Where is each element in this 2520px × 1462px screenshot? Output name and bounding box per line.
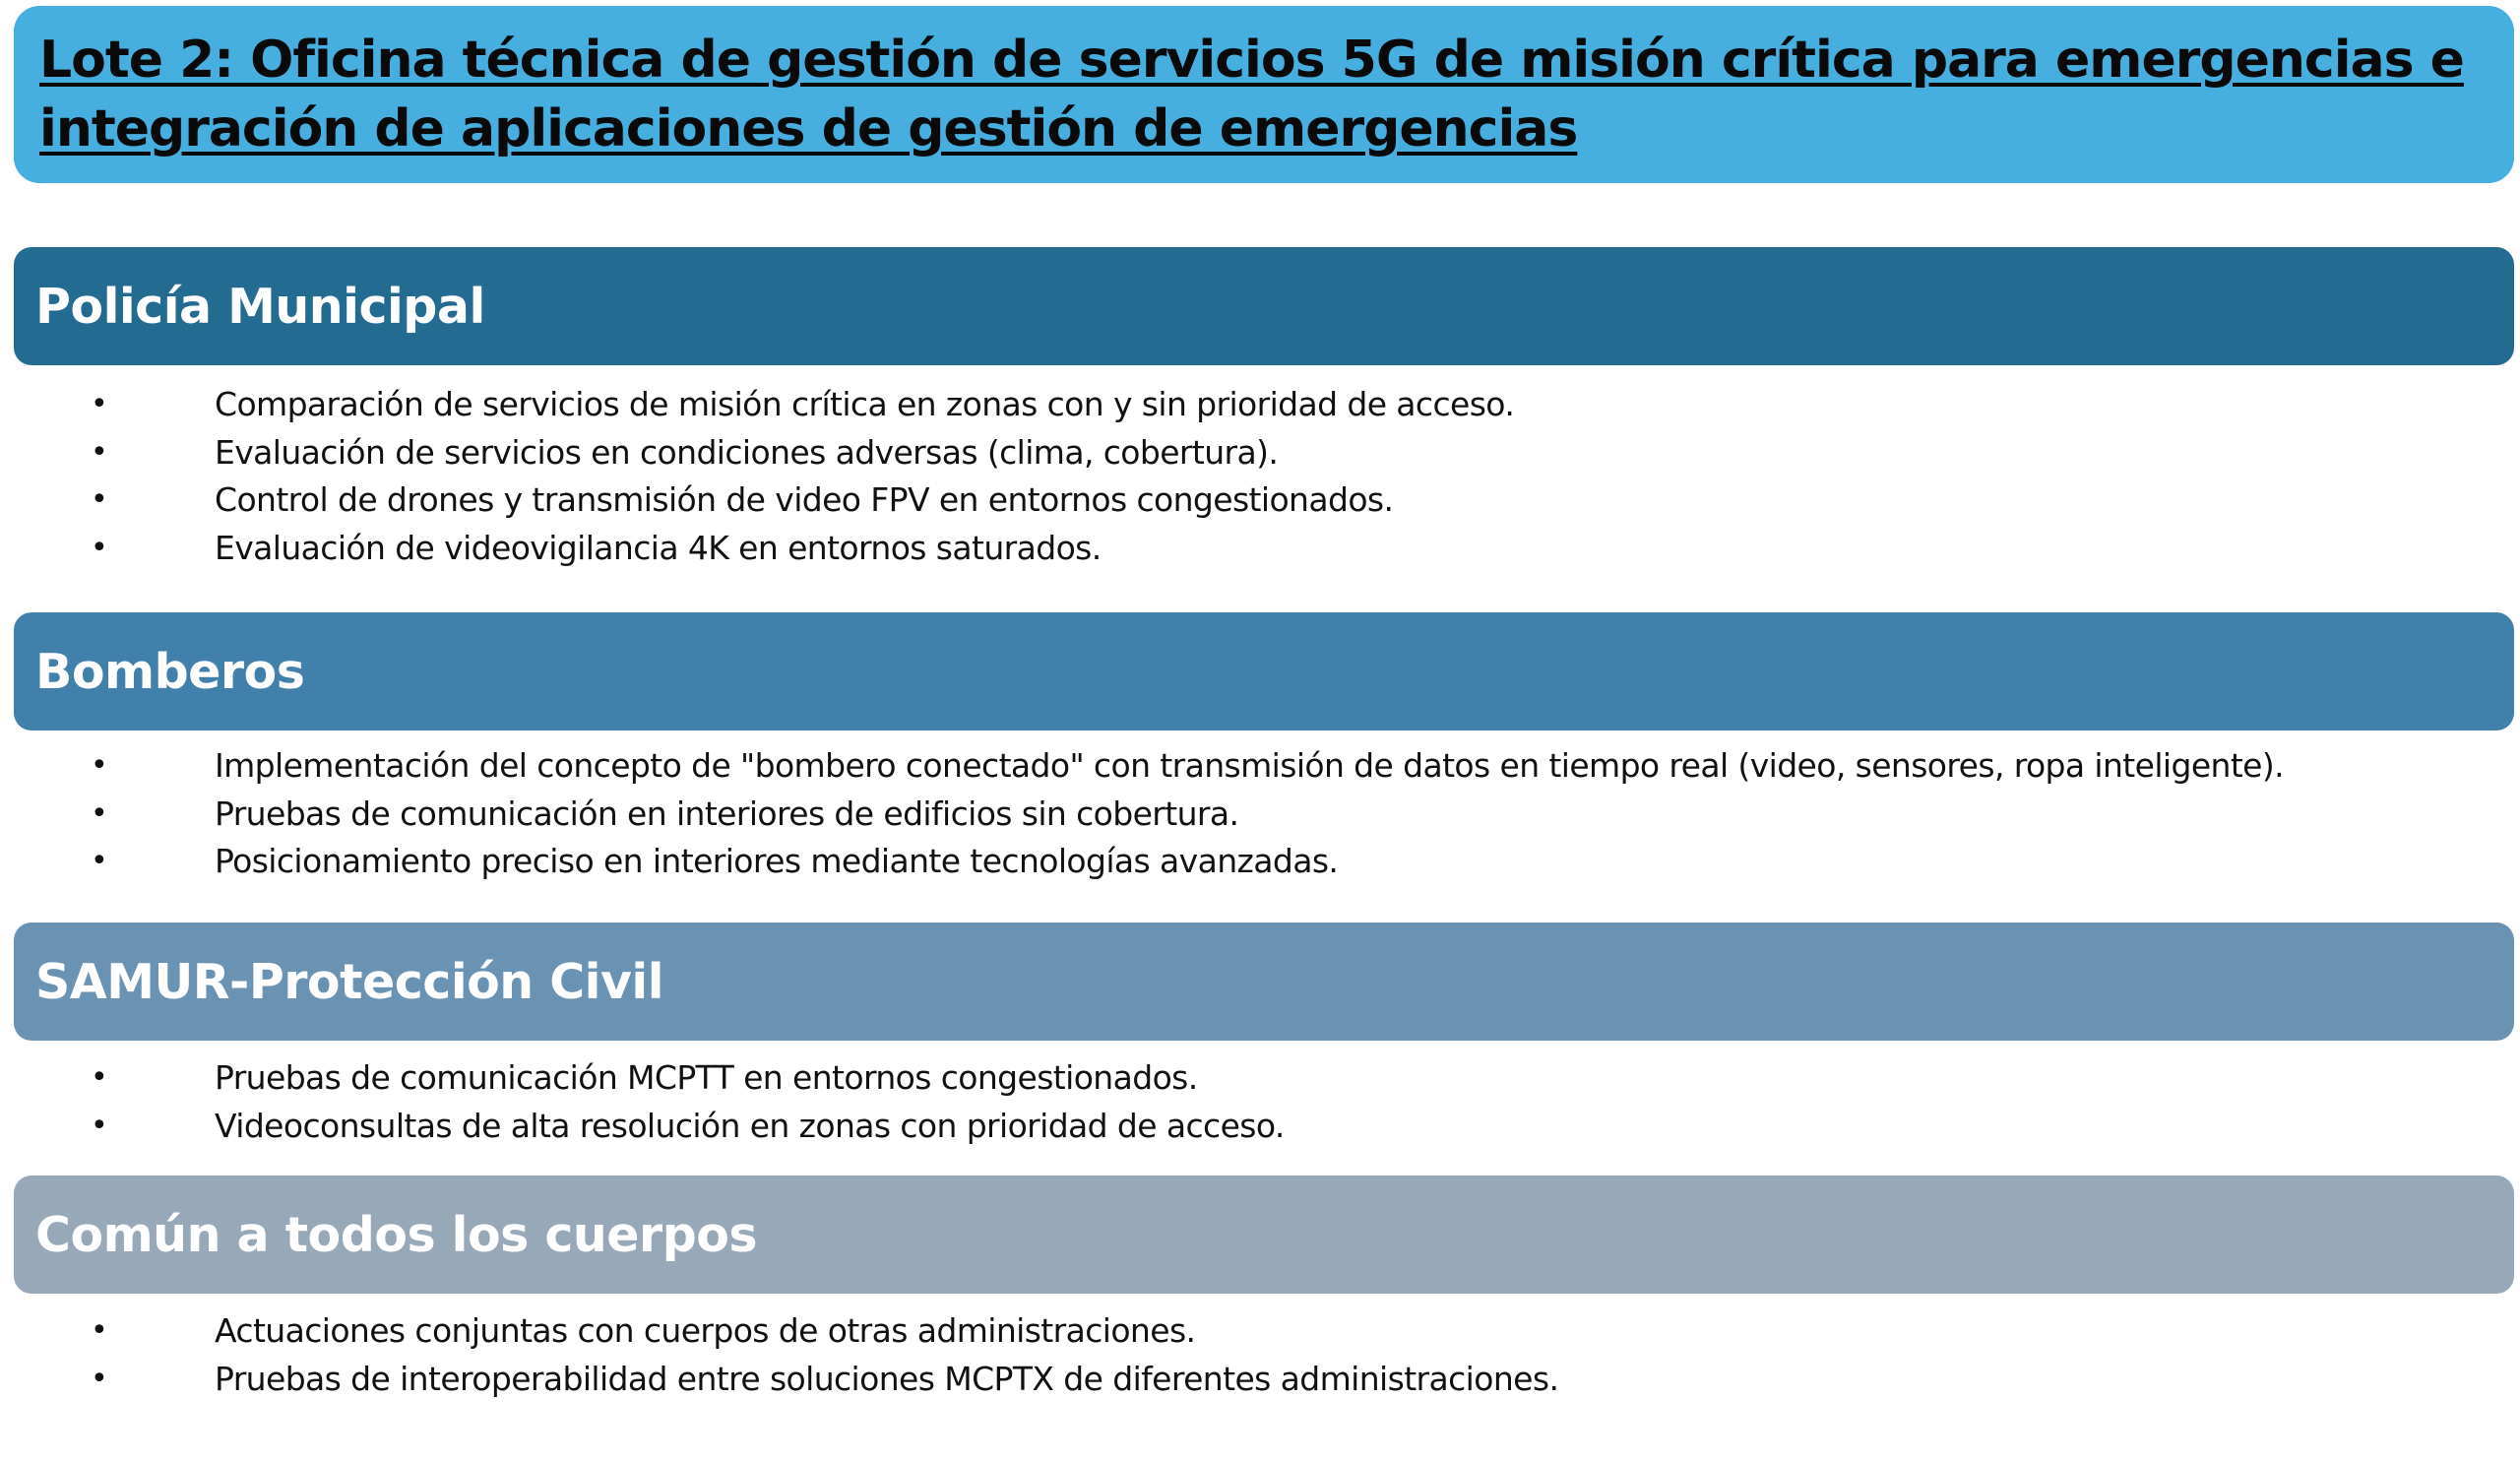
- section-list-samur-proteccion-civil: [0, 1054, 2520, 1150]
- bullet-icon: •: [91, 1108, 108, 1143]
- list-item: [0, 1103, 2520, 1151]
- bullet-icon: •: [91, 1361, 108, 1396]
- list-item-text: Pruebas de interoperabilidad entre soluciones MCPTX de diferentes administraciones.: [215, 1359, 1559, 1398]
- section-title: SAMUR-Protección Civil: [35, 953, 664, 1010]
- section-header-bomberos: [14, 612, 2514, 731]
- bullet-icon: •: [91, 387, 108, 421]
- bullet-icon: •: [91, 795, 108, 831]
- bullet-icon: •: [91, 434, 108, 470]
- section-title: Común a todos los cuerpos: [35, 1206, 758, 1263]
- section-title: Policía Municipal: [35, 278, 485, 335]
- bullet-icon: •: [91, 530, 108, 565]
- list-item: [0, 742, 2520, 791]
- bullet-icon: •: [91, 482, 108, 517]
- section-header-samur-proteccion-civil: [14, 922, 2514, 1041]
- list-item-text: Implementación del concepto de "bombero conectado" con transmisión de datos en tiempo real (video, sensores, ropa inteligente).: [215, 746, 2285, 785]
- section-header-comun-a-todos-los-cuerpos: [14, 1176, 2514, 1294]
- section-title: Bomberos: [35, 643, 305, 700]
- list-item-text: Pruebas de comunicación en interiores de edificios sin cobertura.: [215, 794, 1239, 833]
- title-banner: [14, 6, 2514, 183]
- section-list-bomberos: [0, 742, 2520, 886]
- list-item: [0, 1307, 2520, 1356]
- bullet-icon: •: [91, 1313, 108, 1348]
- bullet-icon: •: [91, 1060, 108, 1095]
- list-item: [0, 525, 2520, 573]
- section-list-comun-a-todos-los-cuerpos: [0, 1307, 2520, 1403]
- list-item-text: Actuaciones conjuntas con cuerpos de otras administraciones.: [215, 1311, 1196, 1350]
- bullet-icon: •: [91, 844, 108, 878]
- section-header-policia-municipal: [14, 247, 2514, 365]
- list-item-text: Evaluación de videovigilancia 4K en entornos saturados.: [215, 528, 1102, 567]
- list-item-text: Videoconsultas de alta resolución en zonas con prioridad de acceso.: [215, 1106, 1285, 1145]
- list-item: [0, 429, 2520, 477]
- bullet-icon: •: [91, 748, 108, 783]
- list-item-text: Evaluación de servicios en condiciones adversas (clima, cobertura).: [215, 432, 1279, 472]
- list-item: [0, 1356, 2520, 1404]
- list-item-text: Control de drones y transmisión de video FPV en entornos congestionados.: [215, 480, 1394, 519]
- section-list-policia-municipal: [0, 381, 2520, 572]
- list-item: [0, 791, 2520, 839]
- list-item-text: Pruebas de comunicación MCPTT en entornos congestionados.: [215, 1058, 1198, 1097]
- list-item-text: Comparación de servicios de misión crítica en zonas con y sin prioridad de acceso.: [215, 385, 1515, 423]
- list-item: [0, 1054, 2520, 1103]
- list-item: [0, 838, 2520, 886]
- list-item: [0, 381, 2520, 429]
- list-item-text: Posicionamiento preciso en interiores mediante tecnologías avanzadas.: [215, 842, 1339, 880]
- page-title: Lote 2: Oficina técnica de gestión de servicios 5G de misión crítica para emergencias e integración de aplicaciones de gestión de emergencias: [39, 31, 2464, 159]
- list-item: [0, 477, 2520, 525]
